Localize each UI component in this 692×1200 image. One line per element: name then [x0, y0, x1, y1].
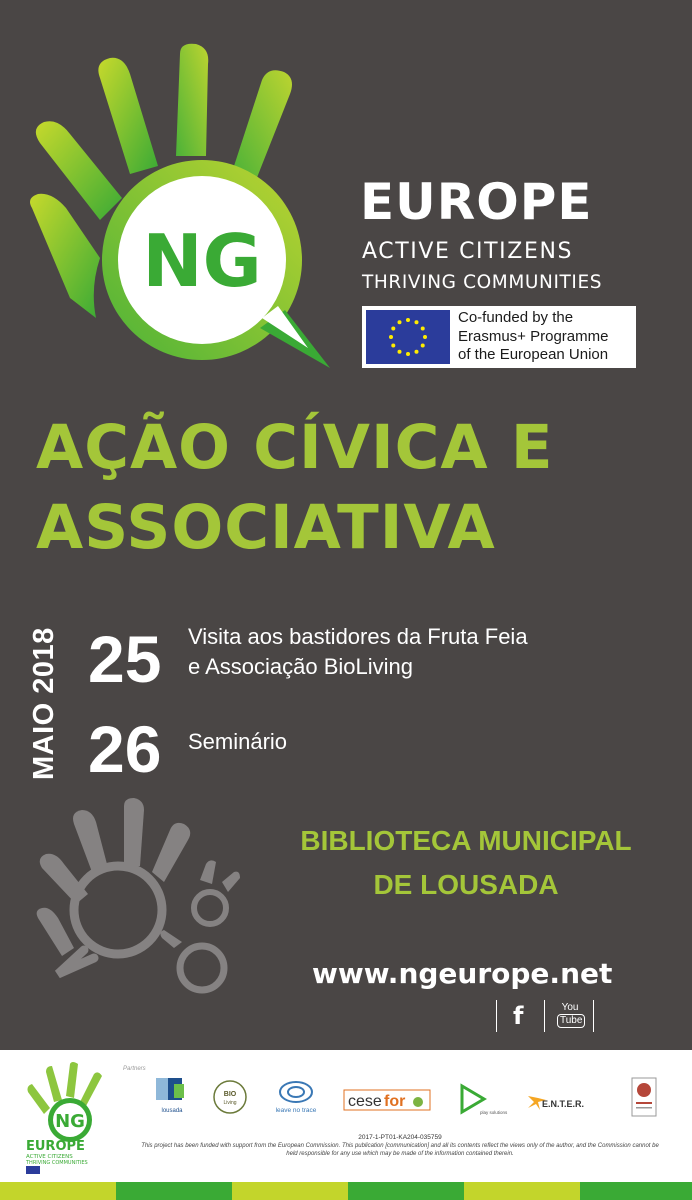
- brand-title: EUROPE: [360, 173, 593, 231]
- svg-text:E.N.T.E.R.: E.N.T.E.R.: [542, 1099, 585, 1109]
- finger-2: [98, 58, 158, 174]
- footer-ng-logo: [24, 1062, 134, 1174]
- eu-star: [391, 344, 395, 348]
- headline-line-2: ASSOCIATIVA: [36, 492, 496, 563]
- partner-seal-logo: [630, 1076, 658, 1118]
- ng-logo-text: NG: [142, 219, 262, 303]
- ng-hand-logo: [30, 48, 340, 368]
- partner-cesefor-logo: [342, 1076, 432, 1118]
- thumb: [30, 194, 100, 318]
- eu-star: [398, 350, 402, 354]
- svg-text:play solutions: play solutions: [480, 1110, 508, 1115]
- eu-funding-badge: [362, 306, 636, 368]
- partner-enter-logo: [524, 1076, 584, 1118]
- eu-flag-icon: [366, 310, 450, 364]
- eu-funding-text: [458, 309, 608, 365]
- svg-text:ACTIVE CITIZENS: ACTIVE CITIZENS: [26, 1154, 73, 1160]
- stripe-5: [464, 1182, 580, 1200]
- svg-text:EUROPE: EUROPE: [26, 1139, 85, 1154]
- gray-hands-icon: [34, 798, 242, 1003]
- stripe-1: [0, 1182, 116, 1200]
- svg-text:BIO: BIO: [223, 1091, 237, 1098]
- stripe-4: [348, 1182, 464, 1200]
- svg-text:Living: Living: [223, 1100, 237, 1106]
- youtube-tube: Tube: [557, 1014, 585, 1028]
- eu-line-3: of the European Union: [458, 346, 609, 363]
- venue-line-2: DE LOUSADA: [373, 869, 559, 900]
- svg-text:THRIVING COMMUNITIES: THRIVING COMMUNITIES: [26, 1160, 88, 1166]
- headline-line-1: AÇÃO CÍVICA E: [36, 412, 554, 483]
- svg-text:lousada: lousada: [161, 1108, 183, 1114]
- partner-bioliving-logo: [210, 1076, 250, 1118]
- partner-lousada-logo: [150, 1076, 194, 1118]
- website-link[interactable]: www.ngeurope.net: [312, 957, 613, 990]
- eu-star: [415, 320, 419, 324]
- brand-subtitle-active: ACTIVE CITIZENS: [362, 239, 574, 264]
- stripe-2: [116, 1182, 232, 1200]
- svg-text:leave no trace: leave no trace: [275, 1107, 317, 1114]
- facebook-icon: f: [513, 1002, 524, 1030]
- partners-label: Partners: [123, 1066, 146, 1072]
- finger-4: [234, 70, 292, 180]
- svg-text:cese: cese: [348, 1093, 382, 1110]
- eu-disclaimer: This project has been funded with support from the European Commission. This publication [communication] and all its contents reflect the views only of the author, and the Commission cannot be held responsible for any use which may be made of the information contained therein.: [141, 1143, 659, 1157]
- youtube-you: You: [561, 1002, 579, 1013]
- partner-leave-no-trace-logo: [268, 1076, 324, 1118]
- footer: [0, 1050, 692, 1180]
- finger-3: [176, 44, 208, 156]
- event-2-line-1: Seminário: [188, 729, 288, 754]
- venue-line-1: BIBLIOTECA MUNICIPAL: [300, 825, 632, 856]
- eu-line-1: Co-funded by the: [458, 309, 574, 326]
- facebook-link[interactable]: [496, 1000, 544, 1032]
- eu-line-2: Erasmus+ Programme: [458, 327, 609, 345]
- event-day-1: 25: [88, 622, 162, 696]
- event-1-line-1: Visita aos bastidores da Fruta Feia: [188, 624, 528, 649]
- event-month: MAIO 2018: [28, 627, 60, 780]
- eu-star: [391, 327, 395, 331]
- eu-star: [406, 318, 410, 322]
- project-number: 2017-1-PT01-KA204-035759: [358, 1134, 442, 1141]
- eu-star: [415, 350, 419, 354]
- event-day-2: 26: [88, 712, 162, 786]
- youtube-icon: [557, 1002, 583, 1028]
- eu-star: [406, 352, 410, 356]
- stripe-6: [580, 1182, 692, 1200]
- svg-text:NG: NG: [55, 1111, 85, 1132]
- eu-star: [398, 320, 402, 324]
- youtube-link[interactable]: [544, 1000, 594, 1032]
- eu-star: [421, 327, 425, 331]
- brand-subtitle-thriving: THRIVING COMMUNITIES: [362, 272, 603, 293]
- event-1-line-2: e Associação BioLiving: [188, 654, 414, 679]
- eu-star: [389, 335, 393, 339]
- svg-text:for: for: [384, 1093, 406, 1110]
- eu-star: [423, 335, 427, 339]
- stripe-3: [232, 1182, 348, 1200]
- eu-star: [421, 344, 425, 348]
- partner-play-solutions-logo: [456, 1076, 508, 1118]
